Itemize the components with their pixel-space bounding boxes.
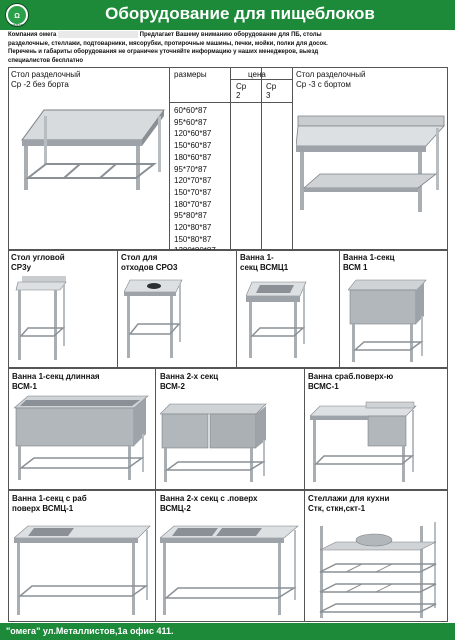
product-label-vsm1-l1: Ванна 1-секц <box>343 253 395 262</box>
price-col2-l2: 3 <box>266 91 271 100</box>
size-item: 180*70*87 <box>174 199 212 209</box>
product-label-vsm1-l2: ВСМ 1 <box>343 263 368 272</box>
price-divider <box>230 79 293 80</box>
size-item: 95*70*87 <box>174 164 207 174</box>
product-label-vsms1-l1: Ванна сраб.поверх-ю <box>308 372 394 381</box>
product-label-stk-l2: Стк, сткн,скт-1 <box>308 504 366 513</box>
product-label-sr3u-l1: Стол угловой <box>11 253 65 262</box>
product-label-sr3-l2: Ср -3 с бортом <box>296 80 351 89</box>
price-col1-l1: Ср <box>236 82 247 91</box>
size-item: 150*80*87 <box>174 234 212 244</box>
footer-bar <box>0 623 455 640</box>
omega-logo-icon <box>3 2 31 28</box>
size-item: 60*60*87 <box>174 106 207 115</box>
product-label-vsmc1-work-l2: поверх ВСМЦ-1 <box>12 504 74 513</box>
intro-text: Компания омега Предлагает Вашему вниманию оборудование для ПБ, столы разделочные, стеллажи, подтоварники, мясорубки, протирочные машины, печки, мойки, полки для досок. Перечень и габариты оборудования не ограничен уточняйте информацию у наших менеджеров, выезд специалистов бесплатно <box>8 32 328 64</box>
footer-address: "омега" ул.Металлистов,1а офис 411. <box>6 626 174 636</box>
price-header: цена <box>248 70 266 79</box>
product-label-sro3-l1: Стол для <box>121 253 158 262</box>
sink-vsm1-long-image <box>14 392 150 484</box>
product-label-stk-l1: Стеллажи для кухни <box>308 494 390 503</box>
product-label-sro3-l2: отходов СРО3 <box>121 263 178 272</box>
svg-text:ОМЕГА: ОМЕГА <box>11 23 23 28</box>
table-sr3-image <box>296 108 446 218</box>
product-label-sr2-l2: Ср -2 без борта <box>11 80 69 89</box>
size-item: 120*70*87 <box>174 176 212 186</box>
price-col1-l2: 2 <box>236 91 241 100</box>
product-label-vsm1-long-l1: Ванна 1-секц длинная <box>12 372 100 381</box>
kitchen-rack-image <box>316 522 444 620</box>
price-col2-l1: Ср <box>266 82 277 91</box>
sizes-list <box>174 105 230 257</box>
waste-table-image <box>124 276 184 360</box>
product-label-vsms1-l2: ВСМС-1 <box>308 382 339 391</box>
size-item: 95*80*87 <box>174 211 207 221</box>
price-cell-1 <box>230 67 262 250</box>
sink-vsm2-image <box>160 400 270 484</box>
size-item: 120*80*87 <box>174 223 212 233</box>
product-label-vsmc1-work-l1: Ванна 1-секц с раб <box>12 494 87 503</box>
product-label-vsm1-long-l2: ВСМ-1 <box>12 382 37 391</box>
corner-table-image <box>14 272 72 362</box>
sink-vsmc1-image <box>246 276 308 360</box>
size-item: 120*60*87 <box>174 129 212 139</box>
product-label-sr3u-l2: СР3у <box>11 263 32 272</box>
header-divider <box>169 102 293 103</box>
sink-vsm1-image <box>348 278 428 364</box>
product-label-sr3-l1: Стол разделочный <box>296 70 366 79</box>
intro-lead: Компания омега <box>8 32 57 39</box>
sizes-header: размеры <box>174 70 207 79</box>
redacted-block <box>58 31 138 38</box>
sink-vsmc1-work-image <box>14 520 152 618</box>
sink-vsms1-image <box>310 398 418 484</box>
svg-text:Ω: Ω <box>14 13 20 20</box>
header-bar <box>0 0 455 30</box>
product-label-vsm2-l1: Ванна 2-х секц <box>160 372 219 381</box>
product-label-vsmc1-l2: секц ВСМЦ1 <box>240 263 289 272</box>
size-item: 95*60*87 <box>174 117 207 127</box>
product-label-vsmc1-l1: Ванна 1- <box>240 253 274 262</box>
table-sr2-image <box>14 100 166 192</box>
page-title: Оборудование для пищеблоков <box>105 4 375 23</box>
product-label-vsmc2-l1: Ванна 2-х секц с .поверх <box>160 494 258 503</box>
size-item: 150*60*87 <box>174 141 212 151</box>
product-label-sr2-l1: Стол разделочный <box>11 70 81 79</box>
size-item: 180*60*87 <box>174 152 212 162</box>
size-item: 150*70*87 <box>174 187 212 197</box>
product-label-vsm2-l2: ВСМ-2 <box>160 382 185 391</box>
product-label-vsmc2-l2: ВСМЦ-2 <box>160 504 191 513</box>
sink-vsmc2-image <box>160 520 300 618</box>
